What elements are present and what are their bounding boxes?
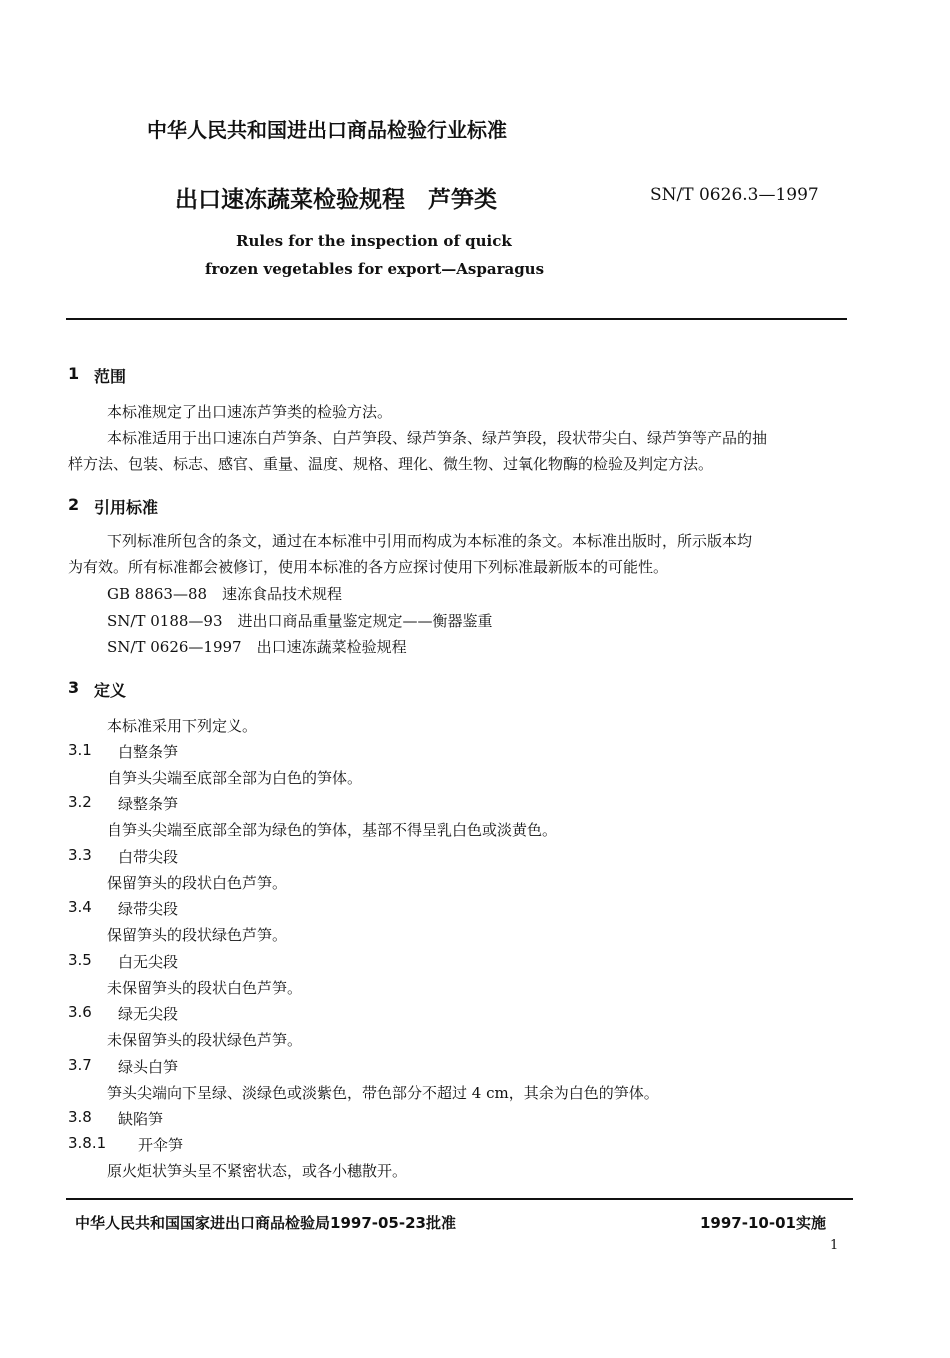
definition-term: 绿带尖段 [118,900,179,918]
definition-description: 保留笋头的段状白色芦笋。 [107,874,288,892]
definition-term: 白整条笋 [118,743,179,761]
reference-standard-item: GB 8863—88 速冻食品技术规程 [107,585,343,603]
section-2-title: 引用标准 [94,498,159,517]
definition-term: 缺陷笋 [118,1110,164,1128]
footer-divider [66,1198,853,1200]
section-1-paragraph-2-line-1: 本标准适用于出口速冻白芦笋条、白芦笋段、绿芦笋条、绿芦笋段，段状带尖白、绿芦笋等产品的抽 [107,429,768,447]
document-title-en-line1: Rules for the inspection of quick [236,232,512,250]
definition-description: 未保留笋头的段状白色芦笋。 [107,979,303,997]
section-1-number: 1 [68,364,80,383]
definition-number: 3.5 [68,951,92,969]
definition-number: 3.8 [68,1108,92,1126]
industry-standard-heading: 中华人民共和国进出口商品检验行业标准 [147,118,507,142]
implementation-date: 1997-10-01实施 [700,1214,826,1232]
reference-standard-item: SN/T 0188—93 进出口商品重量鉴定规定——衡器鉴重 [107,612,493,630]
section-1-paragraph-1: 本标准规定了出口速冻芦笋类的检验方法。 [107,403,393,421]
definition-term: 绿整条笋 [118,795,179,813]
definition-number: 3.6 [68,1003,92,1021]
section-1-title: 范围 [94,367,127,386]
definition-number: 3.4 [68,898,92,916]
section-2-paragraph-line-1: 下列标准所包含的条文，通过在本标准中引用而构成为本标准的条文。本标准出版时，所示版本均 [107,532,753,550]
definition-description: 自笋头尖端至底部全部为绿色的笋体，基部不得呈乳白色或淡黄色。 [107,821,558,839]
section-2-paragraph-line-2: 为有效。所有标准都会被修订，使用本标准的各方应探讨使用下列标准最新版本的可能性。 [68,558,669,576]
definition-term: 白无尖段 [118,953,179,971]
definition-number: 3.8.1 [68,1134,107,1152]
section-3-intro: 本标准采用下列定义。 [107,717,258,735]
definition-term: 绿头白笋 [118,1058,179,1076]
definition-number: 3.3 [68,846,92,864]
definition-description: 笋头尖端向下呈绿、淡绿色或淡紫色，带色部分不超过 4 cm，其余为白色的笋体。 [107,1084,659,1102]
definition-description: 自笋头尖端至底部全部为白色的笋体。 [107,769,363,787]
definition-term: 开伞笋 [138,1136,184,1154]
definition-number: 3.2 [68,793,92,811]
standard-number: SN/T 0626.3—1997 [650,185,819,205]
definition-term: 白带尖段 [118,848,179,866]
definition-number: 3.7 [68,1056,92,1074]
definition-description: 未保留笋头的段状绿色芦笋。 [107,1031,303,1049]
section-1-paragraph-2-line-2: 样方法、包装、标志、感官、重量、温度、规格、理化、微生物、过氧化物酶的检验及判定方法。 [68,455,714,473]
header-divider [66,318,847,320]
approval-line: 中华人民共和国国家进出口商品检验局1997-05-23批准 [75,1214,456,1232]
definition-number: 3.1 [68,741,92,759]
section-3-number: 3 [68,678,80,697]
document-title-en-line2: frozen vegetables for export—Asparagus [205,260,545,278]
definition-description: 保留笋头的段状绿色芦笋。 [107,926,288,944]
section-3-title: 定义 [94,681,127,700]
section-2-number: 2 [68,495,80,514]
reference-standard-item: SN/T 0626—1997 出口速冻蔬菜检验规程 [107,638,407,656]
document-title-cn: 出口速冻蔬菜检验规程 芦笋类 [175,187,497,213]
definition-term: 绿无尖段 [118,1005,179,1023]
page-number: 1 [830,1238,839,1253]
definition-description: 原火炬状笋头呈不紧密状态，或各小穗散开。 [107,1162,408,1180]
